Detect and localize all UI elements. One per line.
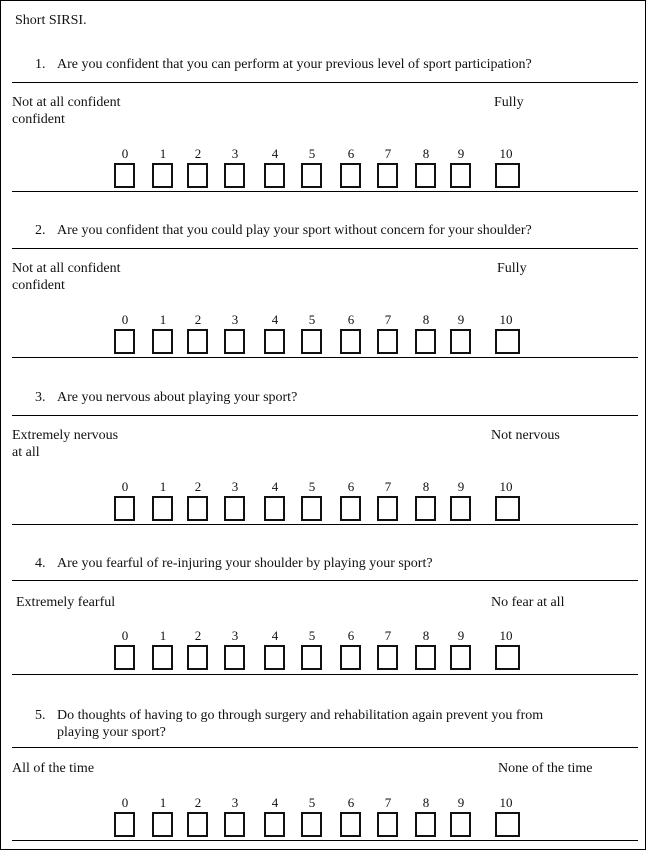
scale-number: 9 xyxy=(457,795,465,810)
rating-checkbox-1[interactable] xyxy=(152,163,173,188)
scale-baseline xyxy=(12,840,638,841)
scale-number: 6 xyxy=(347,146,355,161)
scale-number: 8 xyxy=(422,312,430,327)
question-body: Are you confident that you could play your sport without concern for your shoulder? xyxy=(57,223,532,238)
question-number: 2. xyxy=(35,223,46,238)
question-number: 3. xyxy=(35,390,46,405)
scale-number: 8 xyxy=(422,628,430,643)
rating-checkbox-10[interactable] xyxy=(495,496,520,521)
scale-number: 7 xyxy=(384,795,392,810)
rating-checkbox-4[interactable] xyxy=(264,329,285,354)
question-divider xyxy=(12,82,638,83)
scale-number: 9 xyxy=(457,312,465,327)
rating-checkbox-4[interactable] xyxy=(264,812,285,837)
form-title: Short SIRSI. xyxy=(15,13,87,28)
right-anchor-label: Fully xyxy=(497,261,527,276)
scale-number: 6 xyxy=(347,312,355,327)
scale-number: 7 xyxy=(384,628,392,643)
scale-number: 8 xyxy=(422,479,430,494)
rating-checkbox-9[interactable] xyxy=(450,329,471,354)
rating-checkbox-2[interactable] xyxy=(187,496,208,521)
rating-checkbox-6[interactable] xyxy=(340,329,361,354)
rating-checkbox-10[interactable] xyxy=(495,812,520,837)
rating-checkbox-7[interactable] xyxy=(377,645,398,670)
right-anchor-label: Fully xyxy=(494,95,524,110)
scale-number: 2 xyxy=(194,479,202,494)
rating-checkbox-3[interactable] xyxy=(224,163,245,188)
scale-number: 1 xyxy=(159,312,167,327)
left-anchor-label: Extremely nervous xyxy=(12,428,119,443)
rating-checkbox-9[interactable] xyxy=(450,645,471,670)
question-body: Do thoughts of having to go through surgery and rehabilitation again prevent you from playing your sport? xyxy=(57,708,544,740)
rating-checkbox-3[interactable] xyxy=(224,329,245,354)
rating-checkbox-2[interactable] xyxy=(187,163,208,188)
rating-checkbox-6[interactable] xyxy=(340,496,361,521)
rating-checkbox-5[interactable] xyxy=(301,812,322,837)
rating-checkbox-9[interactable] xyxy=(450,496,471,521)
scale-number: 2 xyxy=(194,628,202,643)
scale-number: 7 xyxy=(384,479,392,494)
rating-checkbox-2[interactable] xyxy=(187,812,208,837)
scale-number: 1 xyxy=(159,795,167,810)
scale-number: 7 xyxy=(384,312,392,327)
rating-checkbox-9[interactable] xyxy=(450,163,471,188)
scale-number: 5 xyxy=(308,628,316,643)
rating-checkbox-6[interactable] xyxy=(340,645,361,670)
scale-number: 5 xyxy=(308,312,316,327)
rating-checkbox-4[interactable] xyxy=(264,645,285,670)
scale-number: 3 xyxy=(231,146,239,161)
rating-checkbox-0[interactable] xyxy=(114,645,135,670)
rating-checkbox-10[interactable] xyxy=(495,329,520,354)
scale-number: 6 xyxy=(347,628,355,643)
scale-number: 9 xyxy=(457,479,465,494)
question-body: Are you fearful of re-injuring your shoulder by playing your sport? xyxy=(57,556,433,571)
scale-number: 4 xyxy=(271,146,279,161)
scale-number: 0 xyxy=(121,146,129,161)
rating-checkbox-5[interactable] xyxy=(301,645,322,670)
right-anchor-label: Not nervous xyxy=(491,428,560,443)
right-anchor-label: None of the time xyxy=(498,761,593,776)
scale-baseline xyxy=(12,191,638,192)
scale-number: 10 xyxy=(499,479,513,494)
scale-baseline xyxy=(12,357,638,358)
scale-number: 10 xyxy=(499,628,513,643)
rating-checkbox-4[interactable] xyxy=(264,496,285,521)
scale-number: 0 xyxy=(121,312,129,327)
scale-number: 6 xyxy=(347,479,355,494)
scale-number: 4 xyxy=(271,795,279,810)
rating-checkbox-3[interactable] xyxy=(224,645,245,670)
rating-checkbox-5[interactable] xyxy=(301,329,322,354)
question-divider xyxy=(12,248,638,249)
rating-checkbox-0[interactable] xyxy=(114,329,135,354)
rating-checkbox-5[interactable] xyxy=(301,496,322,521)
scale-number: 7 xyxy=(384,146,392,161)
question-body: Are you confident that you can perform at your previous level of sport participation? xyxy=(57,57,532,72)
scale-number: 4 xyxy=(271,479,279,494)
scale-number: 4 xyxy=(271,312,279,327)
scale-number: 3 xyxy=(231,479,239,494)
question-divider xyxy=(12,415,638,416)
scale-number: 3 xyxy=(231,312,239,327)
rating-checkbox-6[interactable] xyxy=(340,163,361,188)
scale-number: 5 xyxy=(308,479,316,494)
question-number: 5. xyxy=(35,708,46,723)
scale-number: 10 xyxy=(499,795,513,810)
rating-checkbox-6[interactable] xyxy=(340,812,361,837)
scale-number: 0 xyxy=(121,628,129,643)
scale-number: 0 xyxy=(121,479,129,494)
rating-checkbox-7[interactable] xyxy=(377,329,398,354)
rating-checkbox-8[interactable] xyxy=(415,496,436,521)
rating-checkbox-1[interactable] xyxy=(152,645,173,670)
rating-checkbox-2[interactable] xyxy=(187,329,208,354)
rating-checkbox-7[interactable] xyxy=(377,496,398,521)
rating-checkbox-1[interactable] xyxy=(152,329,173,354)
rating-checkbox-3[interactable] xyxy=(224,812,245,837)
rating-checkbox-2[interactable] xyxy=(187,645,208,670)
scale-number: 9 xyxy=(457,146,465,161)
scale-number: 3 xyxy=(231,628,239,643)
scale-baseline xyxy=(12,674,638,675)
rating-checkbox-8[interactable] xyxy=(415,645,436,670)
rating-checkbox-3[interactable] xyxy=(224,496,245,521)
rating-checkbox-0[interactable] xyxy=(114,812,135,837)
scale-number: 1 xyxy=(159,628,167,643)
rating-checkbox-10[interactable] xyxy=(495,645,520,670)
scale-number: 8 xyxy=(422,146,430,161)
rating-checkbox-8[interactable] xyxy=(415,812,436,837)
rating-checkbox-8[interactable] xyxy=(415,163,436,188)
scale-number: 1 xyxy=(159,479,167,494)
rating-checkbox-0[interactable] xyxy=(114,496,135,521)
scale-number: 5 xyxy=(308,146,316,161)
left-anchor-label: Not at all confident xyxy=(12,95,121,110)
rating-checkbox-1[interactable] xyxy=(152,812,173,837)
scale-baseline xyxy=(12,524,638,525)
scale-number: 2 xyxy=(194,312,202,327)
question-divider xyxy=(12,747,638,748)
rating-checkbox-8[interactable] xyxy=(415,329,436,354)
scale-number: 5 xyxy=(308,795,316,810)
rating-checkbox-1[interactable] xyxy=(152,496,173,521)
rating-checkbox-7[interactable] xyxy=(377,163,398,188)
scale-number: 1 xyxy=(159,146,167,161)
question-number: 1. xyxy=(35,57,46,72)
rating-checkbox-10[interactable] xyxy=(495,163,520,188)
rating-checkbox-9[interactable] xyxy=(450,812,471,837)
left-anchor-label-continued: confident xyxy=(12,112,65,127)
scale-number: 9 xyxy=(457,628,465,643)
rating-checkbox-4[interactable] xyxy=(264,163,285,188)
scale-number: 2 xyxy=(194,146,202,161)
left-anchor-label: Extremely fearful xyxy=(16,595,116,610)
scale-number: 3 xyxy=(231,795,239,810)
scale-number: 4 xyxy=(271,628,279,643)
question-divider xyxy=(12,580,638,581)
scale-number: 2 xyxy=(194,795,202,810)
right-anchor-label: No fear at all xyxy=(491,595,565,610)
scale-number: 0 xyxy=(121,795,129,810)
question-number: 4. xyxy=(35,556,46,571)
rating-checkbox-7[interactable] xyxy=(377,812,398,837)
rating-checkbox-0[interactable] xyxy=(114,163,135,188)
rating-checkbox-5[interactable] xyxy=(301,163,322,188)
left-anchor-label: All of the time xyxy=(12,761,95,776)
scale-number: 6 xyxy=(347,795,355,810)
scale-number: 10 xyxy=(499,146,513,161)
scale-number: 10 xyxy=(499,312,513,327)
left-anchor-label-continued: confident xyxy=(12,278,65,293)
scale-number: 8 xyxy=(422,795,430,810)
question-body: Are you nervous about playing your sport? xyxy=(57,390,298,405)
left-anchor-label: Not at all confident xyxy=(12,261,121,276)
left-anchor-label-continued: at all xyxy=(12,445,40,460)
